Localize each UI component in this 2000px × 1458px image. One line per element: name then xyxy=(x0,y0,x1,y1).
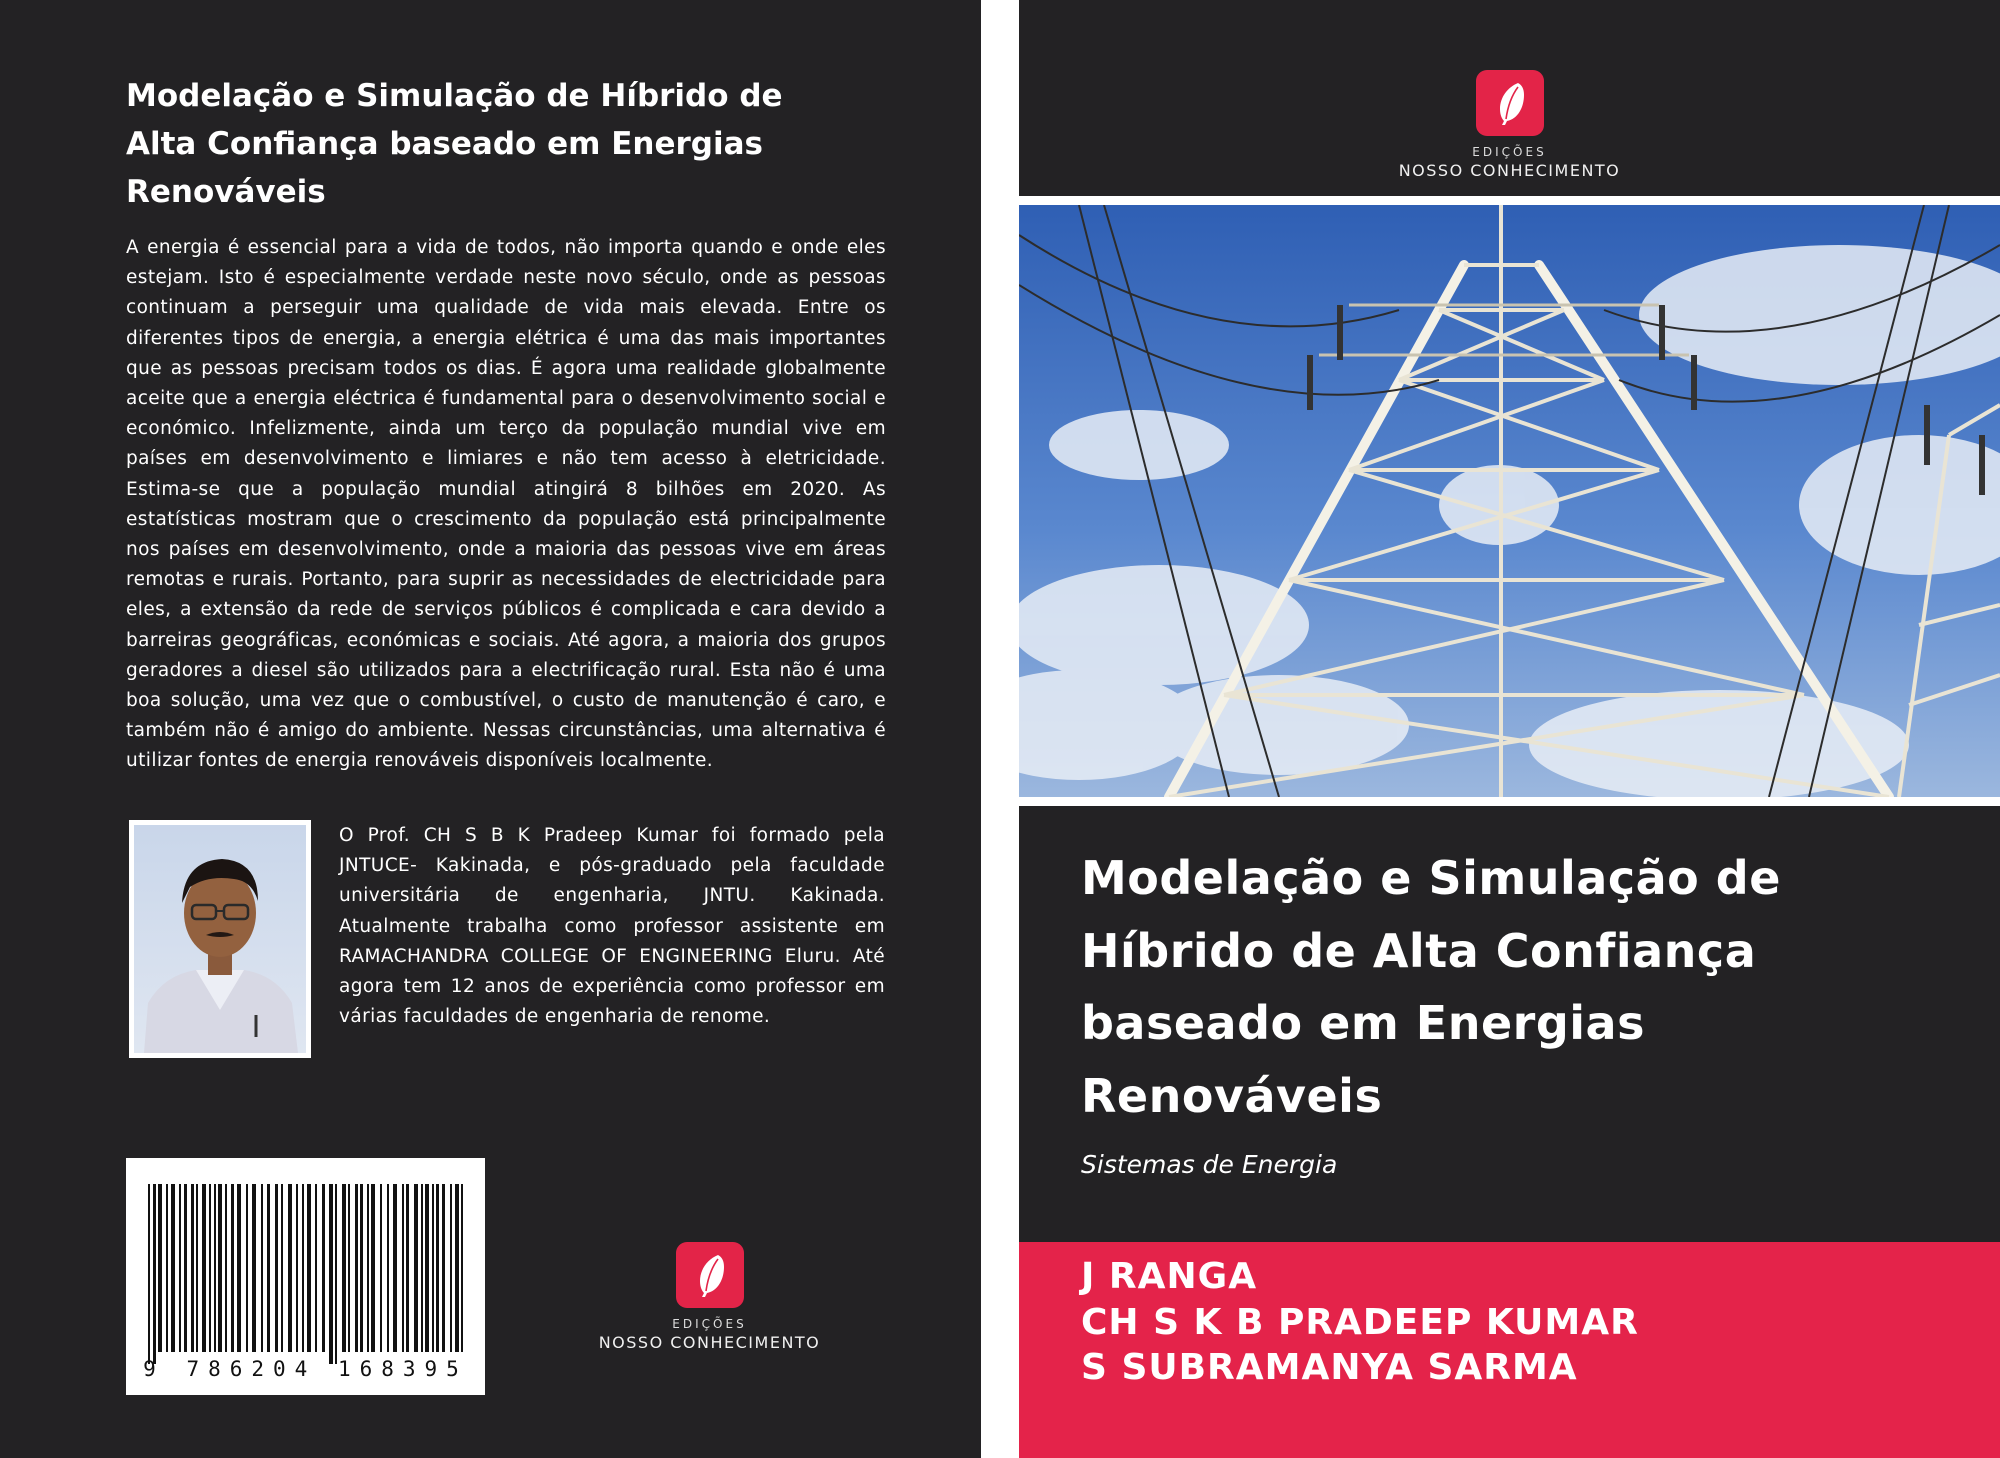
cover-photo xyxy=(1019,196,2000,806)
publisher-name: NOSSO CONHECIMENTO xyxy=(1398,161,1621,180)
publisher-edicoes-label: EDIÇÕES xyxy=(1472,145,1547,159)
publisher-name: NOSSO CONHECIMENTO xyxy=(598,1333,821,1352)
isbn-number: 9 786204 168395 xyxy=(143,1357,468,1381)
authors-band xyxy=(1019,1242,2000,1458)
publisher-logo-back xyxy=(587,1242,832,1352)
back-cover-summary: A energia é essencial para a vida de todos, não importa quando e onde eles estejam. Isto é especialmente verdade neste novo século, onde as pessoas continuam a perseguir uma qualidade de vida mais elevada. Entre os diferentes tipos de energia, a energia elétrica é uma das mais importantes que as pessoas precisam todos os dias. É agora uma realidade globalmente aceite que a energia eléctrica é fundamental para o desenvolvimento social e económico. Infelizmente, ainda um terço da população mundial vive em países em desenvolvimento e limiares e não tem acesso à eletricidade. Estima-se que a população mundial atingirá 8 bilhões em 2020. As estatísticas mostram que o crescimento da população está principalmente nos países em desenvolvimento, onde a maioria das pessoas vive em áreas remotas e rurais. Portanto, para suprir as necessidades de electricidade para eles, a extensão da rede de serviços públicos é complicada e cara devido a barreiras geográficas, económicas e sociais. Até agora, a maioria dos grupos geradores a diesel são utilizados para a electrificação rural. Esta não é uma boa solução, uma vez que o combustível, o custo de manutenção é caro, e também não é amigo do ambiente. Nessas circunstâncias, uma alternativa é utilizar fontes de energia renováveis disponíveis localmente. xyxy=(126,237,886,772)
publisher-logo-front xyxy=(1359,70,1660,180)
front-cover xyxy=(1019,0,2000,1458)
author-name: CH S K B PRADEEP KUMAR xyxy=(1081,1301,1639,1343)
back-cover xyxy=(0,0,981,1458)
author-bio: O Prof. CH S B K Pradeep Kumar foi formado pela JNTUCE- Kakinada, e pós-graduado pela faculdade universitária de engenharia, JNTU. Kakinada. Atualmente trabalha como professor assistente em RAMACHANDRA COLLEGE OF ENGINEERING Eluru. Até agora tem 12 anos de experiência como professor em várias faculdades de engenharia de renome. xyxy=(339,825,885,1028)
feather-quill-icon xyxy=(676,1242,744,1308)
author-name: S SUBRAMANYA SARMA xyxy=(1081,1347,1578,1388)
back-cover-title: Modelação e Simulação de Híbrido de Alta Confiança baseado em Energias Renováveis xyxy=(126,78,783,210)
feather-quill-icon xyxy=(1476,70,1544,136)
authors-list xyxy=(1081,1254,1639,1391)
spine-gap xyxy=(981,0,1019,1458)
front-cover-title: Modelação e Simulação de Híbrido de Alta Confiança baseado em Energias Renováveis xyxy=(1081,851,1781,1123)
front-cover-subtitle: Sistemas de Energia xyxy=(1081,1150,1338,1179)
publisher-edicoes-label: EDIÇÕES xyxy=(672,1317,747,1331)
transmission-tower-photo-icon xyxy=(1019,205,2000,797)
author-name: J RANGA xyxy=(1081,1256,1258,1297)
author-photo xyxy=(129,820,311,1058)
barcode xyxy=(126,1158,485,1395)
